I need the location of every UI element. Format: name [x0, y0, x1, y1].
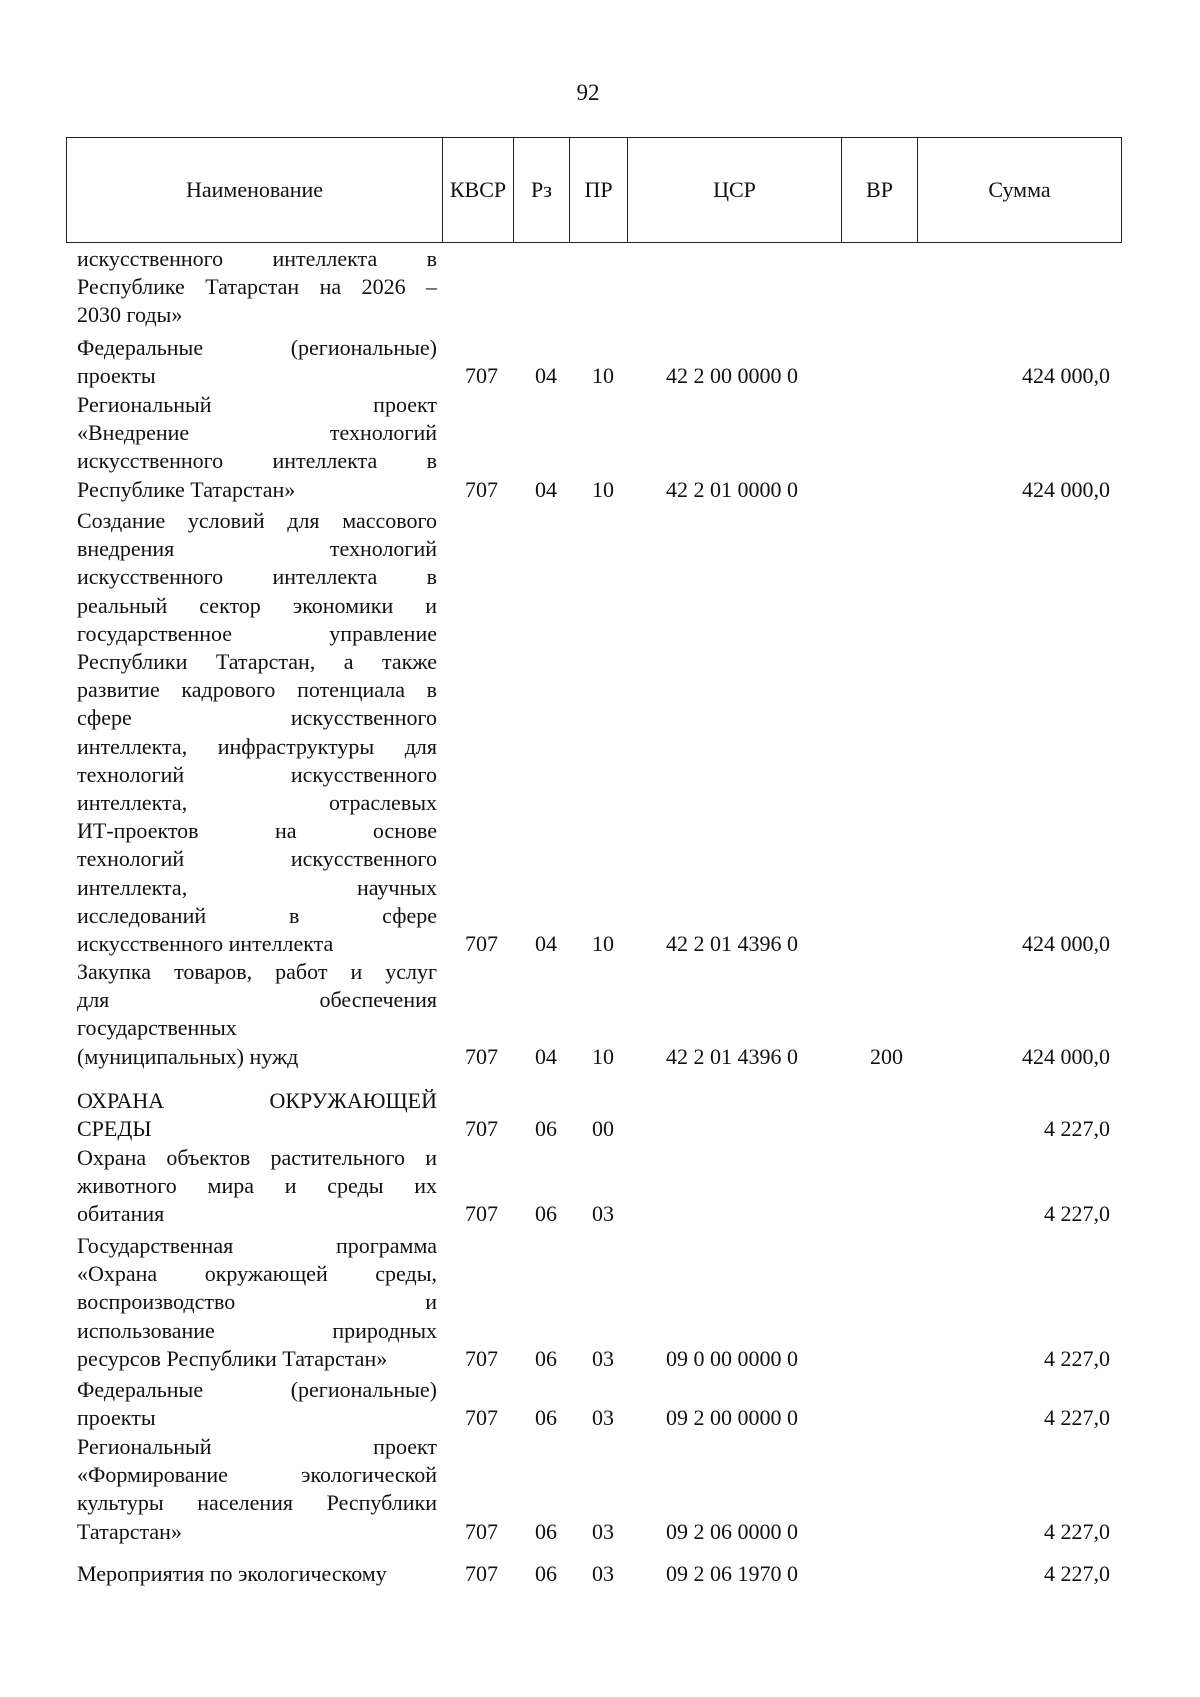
table-row — [0, 507, 1200, 958]
header-sum: Сумма — [988, 177, 1051, 202]
description-line: Мероприятия по экологическому — [77, 1561, 387, 1586]
pr-cell: 03 — [592, 1560, 614, 1586]
table-row — [0, 1144, 1200, 1229]
table-row — [0, 1087, 1200, 1143]
header-csr: ЦСР — [628, 138, 842, 242]
table-row — [0, 958, 1200, 1071]
pr-cell: 10 — [592, 363, 614, 389]
kvsr-cell: 707 — [465, 1345, 498, 1371]
rz-cell: 04 — [535, 363, 557, 389]
pr-cell: 10 — [592, 476, 614, 502]
header-name: Наименование — [67, 138, 443, 242]
description-line: «Охрана окружающей среды, — [77, 1261, 437, 1287]
description-line: Региональный проект — [77, 1434, 437, 1459]
kvsr-cell: 707 — [465, 1043, 498, 1069]
rz-cell: 06 — [535, 1560, 557, 1586]
description-line: культуры населения Республики — [77, 1490, 437, 1516]
row-description — [77, 507, 437, 958]
sum-cell: 424 000,0 — [1022, 476, 1110, 502]
kvsr-cell: 707 — [465, 1518, 498, 1544]
kvsr-cell: 707 — [465, 363, 498, 389]
description-line: проекты — [77, 1405, 156, 1431]
vr-cell: 200 — [870, 1043, 903, 1069]
pr-cell: 03 — [592, 1201, 614, 1227]
description-line: Республике Татарстан на 2026 – — [77, 274, 437, 300]
rz-cell: 06 — [535, 1518, 557, 1544]
description-line: проекты — [77, 363, 156, 389]
csr-cell: 42 2 01 4396 0 — [666, 930, 798, 956]
table-row — [0, 334, 1200, 390]
sum-cell: 4 227,0 — [1044, 1518, 1110, 1544]
description-line: интеллекта, научных — [77, 874, 437, 900]
csr-cell: 09 2 00 0000 0 — [666, 1405, 798, 1431]
description-line: Создание условий для массового — [77, 508, 437, 533]
header-pr: ПР — [570, 138, 628, 242]
table-row — [0, 1232, 1200, 1373]
description-line: для обеспечения — [77, 987, 437, 1013]
rz-cell: 06 — [535, 1405, 557, 1431]
sum-cell: 424 000,0 — [1022, 930, 1110, 956]
pr-cell: 00 — [592, 1116, 614, 1142]
row-description — [77, 334, 437, 390]
description-line: искусственного интеллекта в — [77, 448, 437, 474]
description-line: Республики Татарстан, а также — [77, 649, 437, 675]
row-description — [77, 1144, 437, 1229]
kvsr-cell: 707 — [465, 476, 498, 502]
description-line: Республике Татарстан» — [77, 476, 296, 502]
row-description — [77, 391, 437, 504]
description-line: животного мира и среды их — [77, 1173, 437, 1199]
sum-cell: 4 227,0 — [1044, 1116, 1110, 1142]
description-line: развитие кадрового потенциала в — [77, 677, 437, 703]
pr-cell: 03 — [592, 1518, 614, 1544]
description-line: ИТ-проектов на основе — [77, 818, 437, 844]
csr-cell: 09 2 06 0000 0 — [666, 1518, 798, 1544]
row-description — [77, 1376, 437, 1432]
description-line: интеллекта, инфраструктуры для — [77, 733, 437, 759]
page-number: 92 — [576, 80, 600, 105]
sum-cell: 4 227,0 — [1044, 1345, 1110, 1371]
row-description — [77, 958, 437, 1071]
sum-cell: 424 000,0 — [1022, 363, 1110, 389]
sum-cell: 4 227,0 — [1044, 1405, 1110, 1431]
description-line: воспроизводство и — [77, 1289, 437, 1315]
description-line: сфере искусственного — [77, 705, 437, 731]
csr-cell: 42 2 00 0000 0 — [666, 363, 798, 389]
header-rz: Рз — [514, 138, 570, 242]
pr-cell: 10 — [592, 1043, 614, 1069]
rz-cell: 06 — [535, 1116, 557, 1142]
rz-cell: 04 — [535, 476, 557, 502]
description-line: реальный сектор экономики и — [77, 592, 437, 618]
description-line: ОХРАНА ОКРУЖАЮЩЕЙ — [77, 1088, 437, 1113]
header-vr: ВР — [842, 138, 918, 242]
description-line: ресурсов Республики Татарстан» — [77, 1345, 388, 1371]
rz-cell: 04 — [535, 930, 557, 956]
description-line: искусственного интеллекта — [77, 931, 334, 957]
sum-cell: 4 227,0 — [1044, 1201, 1110, 1227]
table-row — [0, 391, 1200, 504]
description-line: государственное управление — [77, 620, 437, 646]
table-row — [0, 1560, 1200, 1588]
pr-cell: 03 — [592, 1345, 614, 1371]
csr-cell: 42 2 01 4396 0 — [666, 1043, 798, 1069]
description-line: искусственного интеллекта в — [77, 564, 437, 590]
description-line: (муниципальных) нужд — [77, 1043, 299, 1069]
description-line: искусственного интеллекта в — [77, 246, 437, 271]
description-line: Федеральные (региональные) — [77, 335, 437, 360]
description-line: «Внедрение технологий — [77, 420, 437, 446]
description-line: интеллекта, отраслевых — [77, 790, 437, 816]
kvsr-cell: 707 — [465, 930, 498, 956]
description-line: Региональный проект — [77, 392, 437, 417]
table-header — [66, 137, 1122, 243]
kvsr-cell: 707 — [465, 1116, 498, 1142]
csr-cell: 09 2 06 1970 0 — [666, 1560, 798, 1586]
sum-cell: 424 000,0 — [1022, 1043, 1110, 1069]
table-row — [0, 245, 1200, 330]
description-line: Федеральные (региональные) — [77, 1377, 437, 1402]
rz-cell: 06 — [535, 1345, 557, 1371]
description-line: обитания — [77, 1201, 165, 1227]
rz-cell: 04 — [535, 1043, 557, 1069]
description-line: Охрана объектов растительного и — [77, 1145, 437, 1170]
table-row — [0, 1376, 1200, 1432]
description-line: Государственная программа — [77, 1233, 437, 1258]
description-line: Закупка товаров, работ и услуг — [77, 959, 437, 984]
description-line: технологий искусственного — [77, 846, 437, 872]
kvsr-cell: 707 — [465, 1560, 498, 1586]
description-line: технологий искусственного — [77, 761, 437, 787]
table-row — [0, 1433, 1200, 1546]
kvsr-cell: 707 — [465, 1405, 498, 1431]
description-line: государственных — [77, 1015, 237, 1041]
description-line: внедрения технологий — [77, 536, 437, 562]
csr-cell: 09 0 00 0000 0 — [666, 1345, 798, 1371]
row-description — [77, 1087, 437, 1143]
row-description — [77, 245, 437, 330]
pr-cell: 03 — [592, 1405, 614, 1431]
pr-cell: 10 — [592, 930, 614, 956]
header-kvsr: КВСР — [443, 138, 514, 242]
description-line: «Формирование экологической — [77, 1462, 437, 1488]
description-line: СРЕДЫ — [77, 1116, 152, 1142]
rz-cell: 06 — [535, 1201, 557, 1227]
kvsr-cell: 707 — [465, 1201, 498, 1227]
description-line: использование природных — [77, 1317, 437, 1343]
csr-cell: 42 2 01 0000 0 — [666, 476, 798, 502]
row-description — [77, 1433, 437, 1546]
row-description — [77, 1560, 437, 1588]
description-line: 2030 годы» — [77, 302, 183, 328]
row-description — [77, 1232, 437, 1373]
description-line: исследований в сфере — [77, 902, 437, 928]
description-line: Татарстан» — [77, 1518, 182, 1544]
sum-cell: 4 227,0 — [1044, 1560, 1110, 1586]
